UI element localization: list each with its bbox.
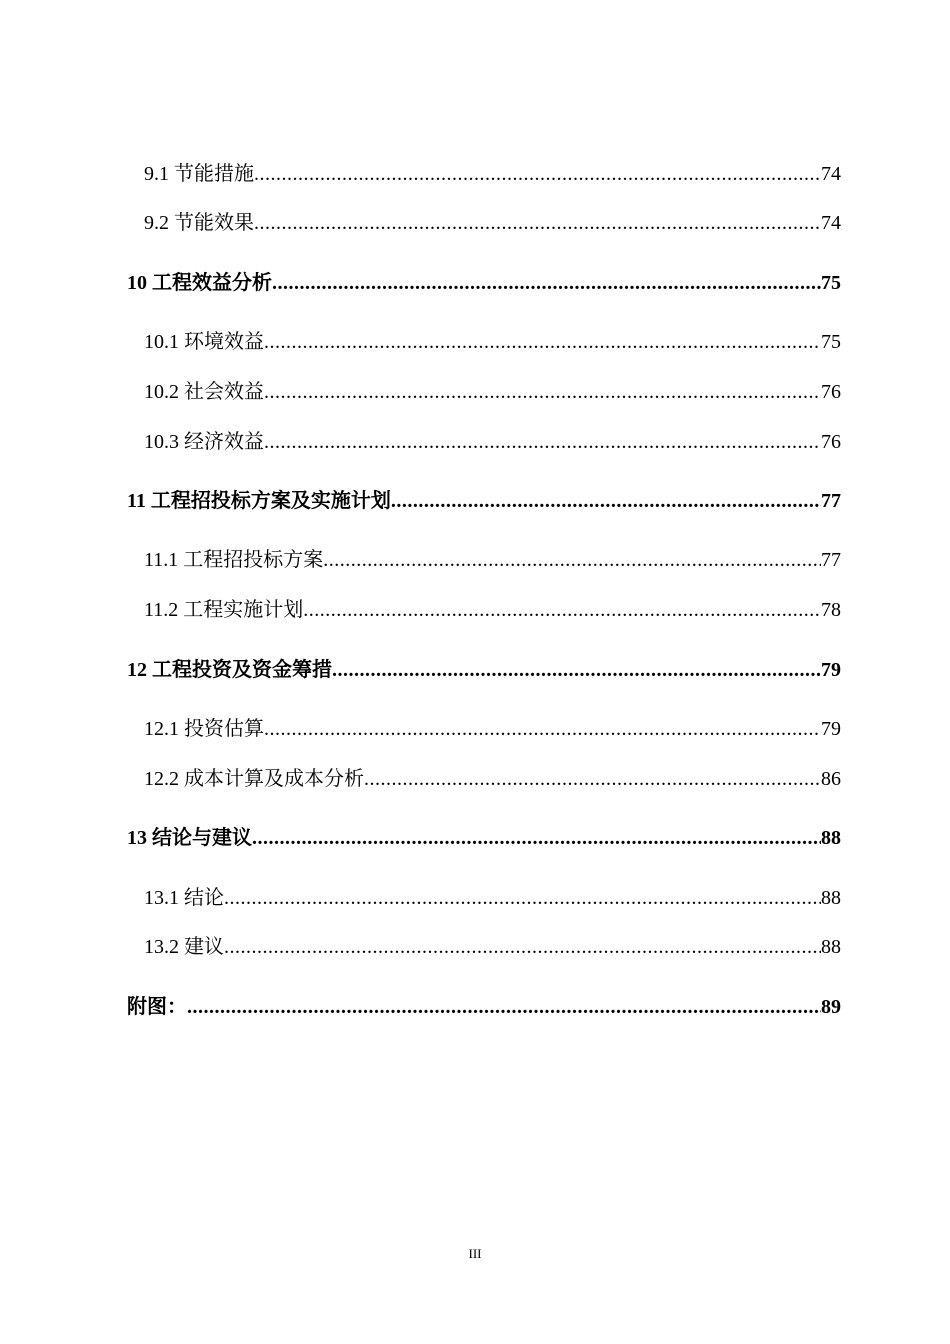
toc-entry-13-1[interactable]: [144, 883, 841, 913]
toc-entry-title: 13.1 结论: [144, 887, 224, 909]
toc-leader-dots: [264, 714, 821, 744]
toc-entry-title: 12.1 投资估算: [144, 718, 264, 740]
toc-entry-title: 9.2 节能效果: [144, 212, 254, 234]
toc-entry-title: 10.2 社会效益: [144, 381, 264, 403]
toc-entry-page: 79: [821, 659, 841, 681]
toc-leader-dots: [254, 159, 821, 189]
toc-entry-page: 78: [821, 599, 841, 621]
toc-leader-dots: [391, 486, 821, 516]
toc-entry-title: 12 工程投资及资金筹措: [127, 659, 332, 681]
toc-entry-page: 88: [821, 887, 841, 909]
toc-entry-9-1[interactable]: [144, 159, 841, 189]
toc-leader-dots: [264, 377, 821, 407]
toc-leader-dots: [252, 823, 821, 853]
toc-entry-page: 77: [821, 490, 841, 512]
toc-entry-page: 86: [821, 768, 841, 790]
toc-leader-dots: [224, 932, 821, 962]
toc-entry-title: 11.2 工程实施计划: [144, 599, 304, 621]
toc-entry-page: 75: [821, 272, 841, 294]
toc-entry-title: 11 工程招投标方案及实施计划: [127, 490, 391, 512]
toc-entry-page: 88: [821, 936, 841, 958]
toc-leader-dots: [264, 327, 821, 357]
toc-entry-title: 附图：: [127, 996, 187, 1018]
toc-leader-dots: [332, 655, 821, 685]
toc-entry-11[interactable]: [127, 486, 841, 516]
toc-leader-dots: [264, 427, 821, 457]
toc-entry-appendix[interactable]: [127, 992, 841, 1022]
toc-entry-page: 89: [821, 996, 841, 1018]
toc-entry-10-3[interactable]: [144, 427, 841, 457]
toc-entry-13[interactable]: [127, 823, 841, 853]
toc-entry-11-1[interactable]: [144, 545, 841, 575]
toc-leader-dots: [224, 883, 821, 913]
page-number-footer: III: [468, 1246, 482, 1261]
toc-leader-dots: [254, 208, 821, 238]
toc-entry-11-2[interactable]: [144, 595, 841, 625]
toc-entry-title: 10.1 环境效益: [144, 331, 264, 353]
toc-entry-title: 10 工程效益分析: [127, 272, 272, 294]
toc-entry-10-2[interactable]: [144, 377, 841, 407]
toc-entry-10-1[interactable]: [144, 327, 841, 357]
toc-entry-12-2[interactable]: [144, 764, 841, 794]
toc-entry-page: 74: [821, 163, 841, 185]
toc-entry-13-2[interactable]: [144, 932, 841, 962]
toc-entry-9-2[interactable]: [144, 208, 841, 238]
toc-entry-page: 76: [821, 431, 841, 453]
toc-entry-title: 10.3 经济效益: [144, 431, 264, 453]
toc-entry-12-1[interactable]: [144, 714, 841, 744]
toc-entry-page: 77: [821, 549, 841, 571]
toc-leader-dots: [187, 992, 821, 1022]
toc-entry-title: 11.1 工程招投标方案: [144, 549, 324, 571]
toc-leader-dots: [303, 595, 821, 625]
toc-entry-title: 13 结论与建议: [127, 827, 252, 849]
toc-entry-title: 12.2 成本计算及成本分析: [144, 768, 364, 790]
toc-entry-page: 75: [821, 331, 841, 353]
toc-entry-page: 79: [821, 718, 841, 740]
toc-leader-dots: [323, 545, 821, 575]
toc-leader-dots: [272, 268, 821, 298]
toc-entry-10[interactable]: [127, 268, 841, 298]
toc-entry-page: 76: [821, 381, 841, 403]
toc-entry-page: 74: [821, 212, 841, 234]
toc-entry-12[interactable]: [127, 655, 841, 685]
toc-entry-page: 88: [821, 827, 841, 849]
toc-entry-title: 9.1 节能措施: [144, 163, 254, 185]
toc-entry-title: 13.2 建议: [144, 936, 224, 958]
toc-leader-dots: [364, 764, 821, 794]
